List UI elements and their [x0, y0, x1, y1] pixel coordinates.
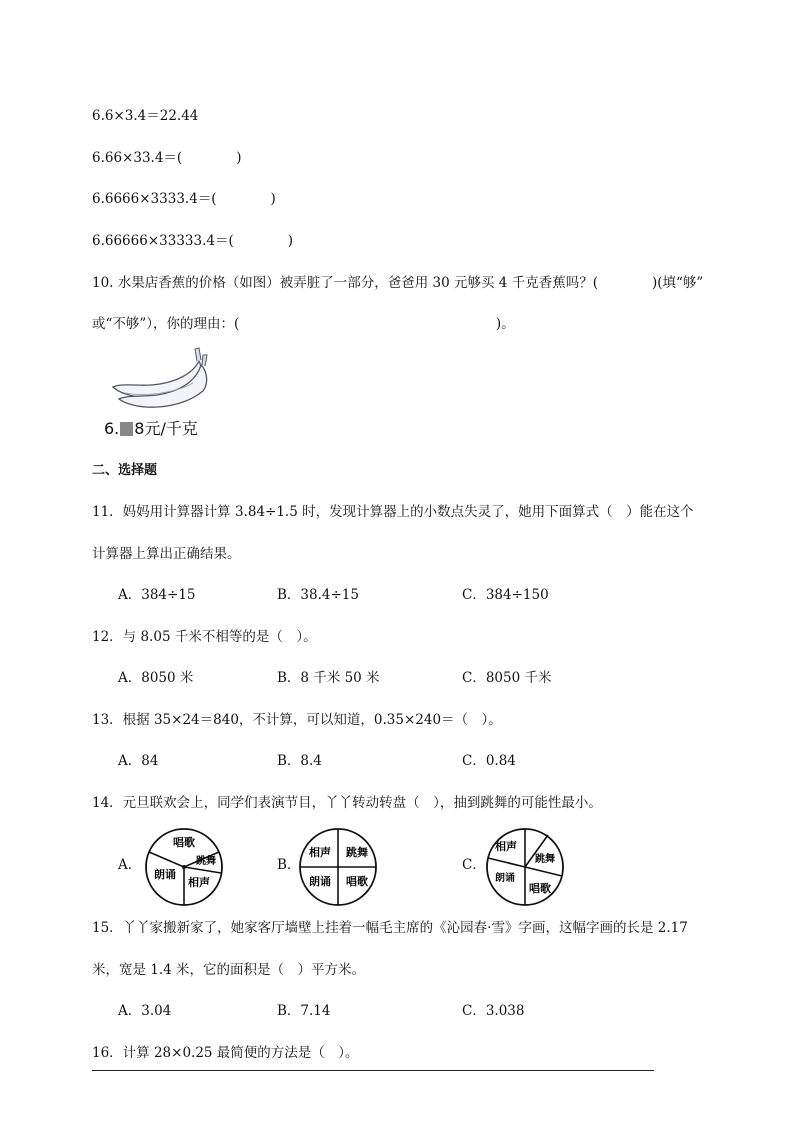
- option-c-label: C．: [462, 857, 486, 873]
- footer-rule: [92, 1070, 654, 1071]
- section-title: 二、选择题: [92, 463, 158, 478]
- option-b: B．7.14: [277, 1003, 331, 1019]
- spinner-b-sector-4: 唱歌: [346, 875, 368, 888]
- equation-line-1: 6.6×3.4＝22.44: [92, 108, 199, 124]
- option-c: C．384÷150: [462, 587, 549, 603]
- price-prefix: 6.: [104, 419, 120, 438]
- question-11-text-cont: 计算器上算出正确结果。: [92, 546, 241, 562]
- question-15-text-cont: 米，宽是 1.4 米，它的面积是（ ）平方米。: [92, 962, 366, 978]
- spinner-c-sector-1: 相声: [495, 840, 517, 853]
- option-b: B．8.4: [277, 753, 322, 769]
- question-12-text: 12．与 8.05 千米不相等的是（ ）。: [92, 629, 317, 645]
- spinner-b-sector-3: 朗诵: [309, 875, 331, 888]
- spinner-b: [297, 826, 379, 908]
- option-b: B．8 千米 50 米: [277, 670, 380, 686]
- option-c: C．8050 千米: [462, 670, 552, 686]
- banana-icon: [105, 343, 215, 418]
- option-a: A．384÷15: [118, 587, 196, 603]
- equation-line-2: 6.66×33.4＝( ): [92, 150, 242, 166]
- option-b-label: B．: [277, 857, 301, 873]
- option-a: A．3.04: [118, 1003, 172, 1019]
- question-10-text: 10. 水果店香蕉的价格（如图）被弄脏了一部分，爸爸用 30 元够买 4 千克香蕉吗？( )(填“够”: [92, 275, 704, 291]
- equation-line-4: 6.66666×33333.4＝( ): [92, 233, 293, 249]
- option-c: C．3.038: [462, 1003, 525, 1019]
- equation-line-3: 6.6666×3333.4＝( ): [92, 191, 276, 207]
- spinner-a-sector-4: 朗诵: [154, 868, 176, 881]
- spinner-c-sector-2: 跳舞: [535, 854, 555, 865]
- question-10-text-cont: 或“不够”），你的理由：( )。: [92, 316, 515, 332]
- banana-illustration: [105, 343, 215, 418]
- option-a-label: A．: [118, 857, 142, 873]
- question-14-text: 14．元旦联欢会上，同学们表演节目，丫丫转动转盘（ ），抽到跳舞的可能性最小。: [92, 795, 602, 811]
- spinner-c: [484, 826, 566, 908]
- option-b: B．38.4÷15: [277, 587, 359, 603]
- spinner-a-sector-1: 唱歌: [173, 836, 195, 849]
- option-a: A．84: [118, 753, 159, 769]
- question-11-text: 11．妈妈用计算器计算 3.84÷1.5 时，发现计算器上的小数点失灵了，她用下面算式（ ）能在这个: [92, 504, 694, 520]
- spinner-c-sector-3: 朗诵: [495, 873, 515, 884]
- spinner-b-sector-2: 跳舞: [346, 846, 368, 859]
- spinner-b-sector-1: 相声: [309, 846, 331, 859]
- price-tag: [104, 416, 198, 439]
- question-15-text: 15．丫丫家搬新家了，她家客厅墙壁上挂着一幅毛主席的《沁园春·雪》字画，这幅字画的长是 2.17: [92, 920, 688, 936]
- spinner-a-sector-3: 相声: [188, 876, 210, 889]
- spinner-c-sector-4: 唱歌: [529, 882, 551, 895]
- price-suffix: 8元/千克: [134, 419, 198, 438]
- spinner-a: [143, 826, 225, 908]
- question-16-text: 16．计算 28×0.25 最简便的方法是（ ）。: [92, 1045, 359, 1061]
- question-13-text: 13．根据 35×24＝840，不计算，可以知道，0.35×240＝（ ）。: [92, 712, 502, 728]
- option-c: C．0.84: [462, 753, 516, 769]
- option-a: A．8050 米: [118, 670, 194, 686]
- smudge-block: [120, 422, 133, 436]
- spinner-a-sector-2: 跳舞: [196, 856, 216, 867]
